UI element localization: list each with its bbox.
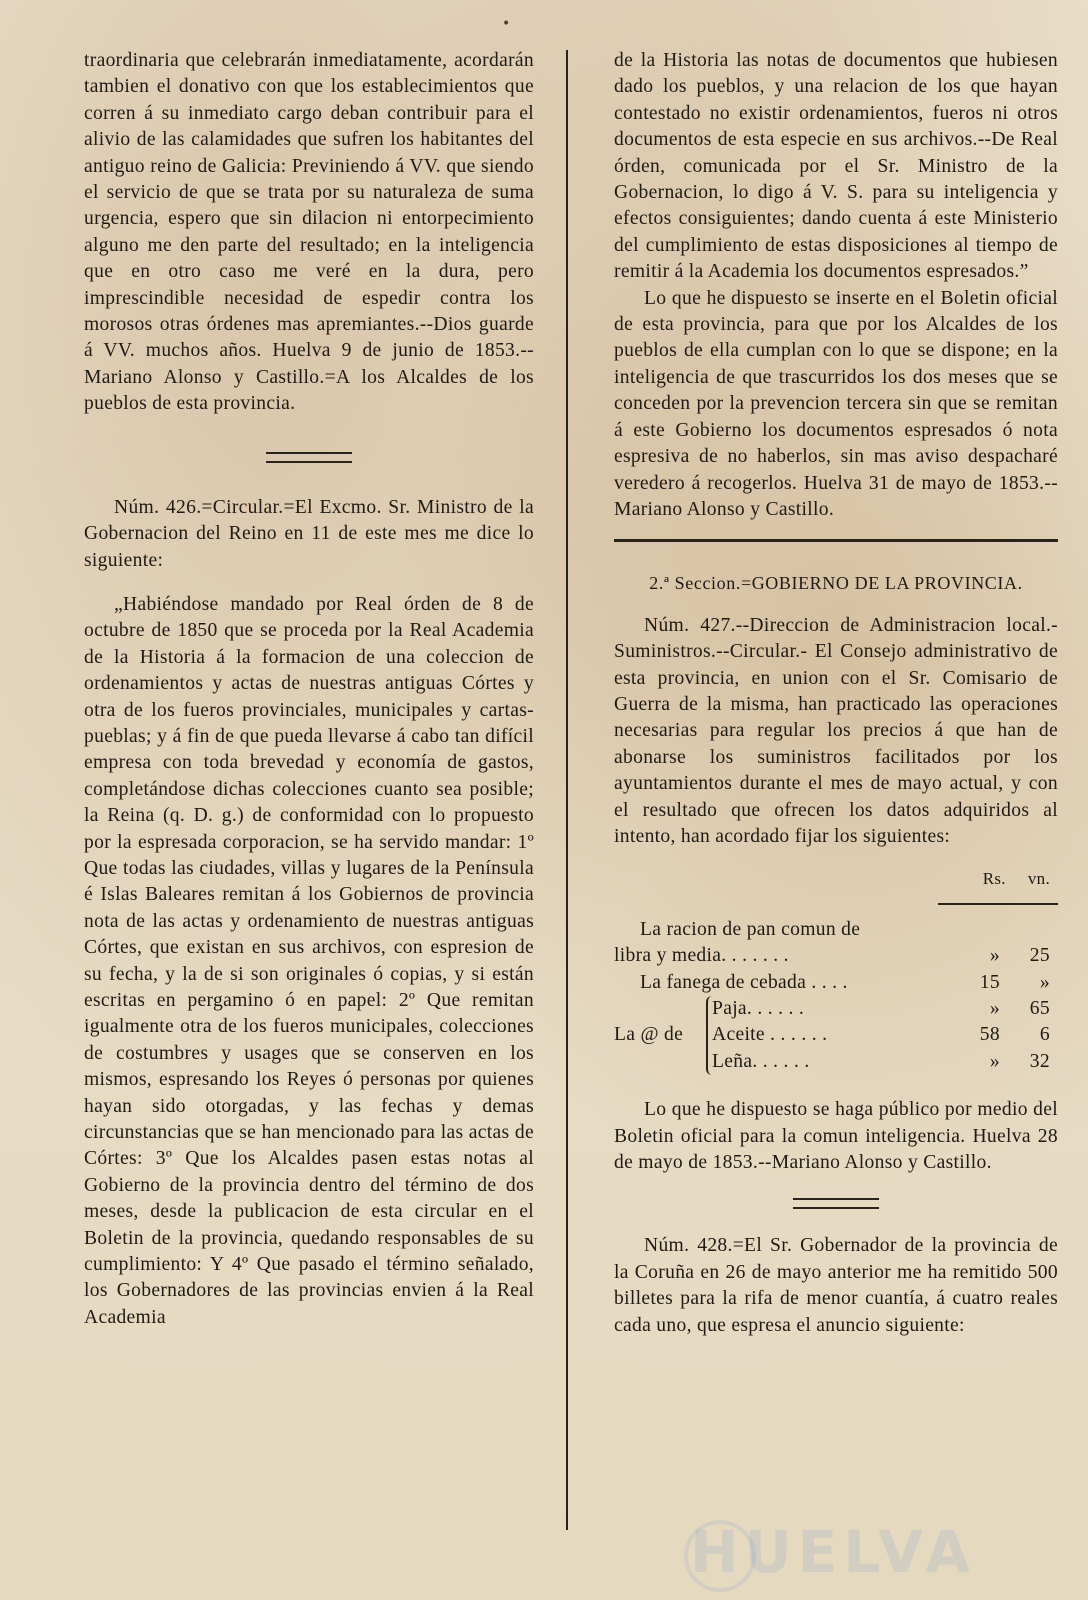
column-divider bbox=[566, 50, 568, 1530]
price-row-racion-2 bbox=[614, 943, 1058, 969]
price-row-paja bbox=[712, 996, 1058, 1022]
right-paragraph-2: Lo que he dispuesto se inserte en el Boletin oficial de esta provincia, para que por los Alcaldes de los pueblos de ella cumplan con lo que se dispone; en la inteligencia de que trascurridos los dos meses que se conceden por la prevencion tercera sin que se remitan á este Gobierno los documentos espresados ó nota espresiva de no haberlos, sin mas aviso despacharé veredero á recogerlos. Huelva 31 de mayo de 1853.--Mariano Alonso y Castillo. bbox=[614, 287, 1058, 520]
paja-rs: » bbox=[989, 998, 1000, 1019]
aceite-label: Aceite . . . . . . bbox=[712, 1024, 828, 1046]
paja-vn: 65 bbox=[1029, 998, 1050, 1019]
left-column bbox=[84, 48, 534, 1331]
aceite-rs: 58 bbox=[979, 1024, 1000, 1046]
fanega-rs: 15 bbox=[979, 971, 1000, 993]
price-table-header bbox=[614, 866, 1050, 892]
racion-label-2: libra y media. . . . . . . bbox=[614, 945, 789, 967]
arroba-group bbox=[614, 996, 1058, 1075]
rs-column-header: Rs. bbox=[982, 869, 1006, 889]
racion-label-1: La racion de pan comun de bbox=[640, 918, 861, 940]
arroba-items bbox=[706, 996, 1058, 1075]
right-paragraph-1: de la Historia las notas de documentos que hubiesen dado los pueblos, y una relacion de los que hayan contestado no existir ordenamientos, fueros ni otros documentos de esta especie en sus archivos.--De Real órden, comunicada por el Sr. Ministro de la Gobernacion, lo digo á V. S. para su inteligencia y efectos consiguientes; dando cuenta á este Ministerio del cumplimiento de estas disposiciones al tiempo de remitir á la Academia los documentos espresados.” bbox=[614, 50, 1058, 283]
section-rule bbox=[614, 539, 1058, 542]
lena-vn: 32 bbox=[1029, 1050, 1050, 1072]
racion-vn: 25 bbox=[1029, 945, 1050, 967]
price-row-aceite bbox=[712, 1022, 1058, 1048]
lena-label: Leña. . . . . . bbox=[712, 1050, 810, 1072]
watermark: HUELVA bbox=[690, 1518, 977, 1586]
price-row-racion-1 bbox=[640, 917, 1058, 943]
price-header-rule bbox=[938, 903, 1058, 905]
price-row-lena bbox=[712, 1049, 1058, 1075]
price-table bbox=[614, 917, 1058, 1075]
fanega-label: La fanega de cebada . . . . bbox=[640, 971, 848, 993]
price-row-fanega bbox=[640, 970, 1058, 996]
fanega-vn: » bbox=[1039, 971, 1050, 993]
right-column bbox=[614, 48, 1058, 1339]
left-paragraph-3: „Habiéndose mandado por Real órden de 8 de octubre de 1850 que se proceda por la Real Academia de la Historia á la formacion de una coleccion de ordenamientos y actas de nuestras antiguas Córtes y otra de los fueros provinciales, municipales y cartas-pueblas; y á fin de que pueda llevarse á cabo tan difícil empresa con toda brevedad y economía de gastos, completándose dichas colecciones cuanto sea posible; la Reina (q. D. g.) de conformidad con lo propuesto por la espresada corporacion, se ha servido mandar: 1º Que todas las ciudades, villas y lugares de la Península é Islas Baleares remitan á los Gobiernos de provincia nota de las actas y ordenamiento de nuestras antiguas Córtes, que existan en sus archivos, con espresion de su fecha, y la de si son originales ó copias, y si están escritas en pergamino ó en papel: 2º Que remitan igualmente otra de los fueros municipales, colecciones de costumbres y usages que se conserven en los mismos, espresando los Reyes ó personas por quienes hayan sido otorgadas, y las fechas y demas circunstancias que se han mencionado para las actas de Córtes: 3º Que los Alcaldes pasen estas notas al Gobierno de la provincia dentro del término de dos meses, desde la publicacion de esta circular en el Boletin de la provincia, quedando responsables de su cumplimiento: Y 4º Que pasado el término señalado, los Gobernadores de las provincias envien á la Real Academia bbox=[84, 593, 534, 1328]
circular-427-text: Núm. 427.--Direccion de Administracion local.-Suministros.--Circular.- El Consejo administrativo de esta provincia, en union con el Sr. Comisario de Guerra de la misma, han practicado las operaciones necesarias para regular los precios á que han de abonarse los suministros facilitados por los ayuntamientos durante el mes de mayo actual, y con el resultado que ofrecen los datos adquiridos al intento, han acordado fijar los siguientes: bbox=[614, 614, 1058, 847]
arroba-label: La @ de bbox=[614, 1024, 684, 1046]
right-paragraph-4: Lo que he dispuesto se haga público por medio del Boletin oficial para la comun inteligencia. Huelva 28 de mayo de 1853.--Mariano Alonso y Castillo. bbox=[614, 1099, 1058, 1174]
section-heading: 2.ª Seccion.=GOBIERNO DE LA PROVINCIA. bbox=[649, 573, 1023, 594]
ornament-divider-2 bbox=[614, 1198, 1058, 1209]
circular-428-text: Núm. 428.=El Sr. Gobernador de la provincia de la Coruña en 26 de mayo anterior me ha remitido 500 billetes para la rifa de menor cuantía, á cuatro reales cada uno, que espresa el anuncio siguiente: bbox=[614, 1235, 1058, 1336]
vn-column-header: vn. bbox=[1027, 869, 1050, 889]
circular-426-heading: Núm. 426.=Circular.=El Excmo. Sr. Ministro de la Gobernacion del Reino en 11 de este mes me dice lo siguiente: bbox=[84, 496, 534, 571]
racion-rs: » bbox=[989, 945, 1000, 967]
page-mark-dot: • bbox=[502, 16, 511, 32]
left-paragraph-1: traordinaria que celebrarán inmediatamente, acordarán tambien el donativo con que los establecimientos que corren á su inmediato cargo deban contribuir para el alivio de las calamidades que sufren los habitantes del antiguo reino de Galicia: Previniendo á VV. que siendo el servicio de que se trata por su naturaleza de suma urgencia, espero que sin dilacion ni entorpecimiento alguno me den parte del resultado; en la inteligencia que en otro caso me veré en la dura, pero imprescindible necesidad de espedir contra los morosos otras órdenes mas apremiantes.--Dios guarde á VV. muchos años. Huelva 9 de junio de 1853.--Mariano Alonso y Castillo.=A los Alcaldes de los pueblos de esta provincia. bbox=[84, 50, 534, 415]
paja-label: Paja. . . . . . bbox=[712, 998, 805, 1019]
ornament-divider bbox=[84, 452, 534, 463]
lena-rs: » bbox=[989, 1050, 1000, 1072]
aceite-vn: 6 bbox=[1039, 1024, 1050, 1046]
